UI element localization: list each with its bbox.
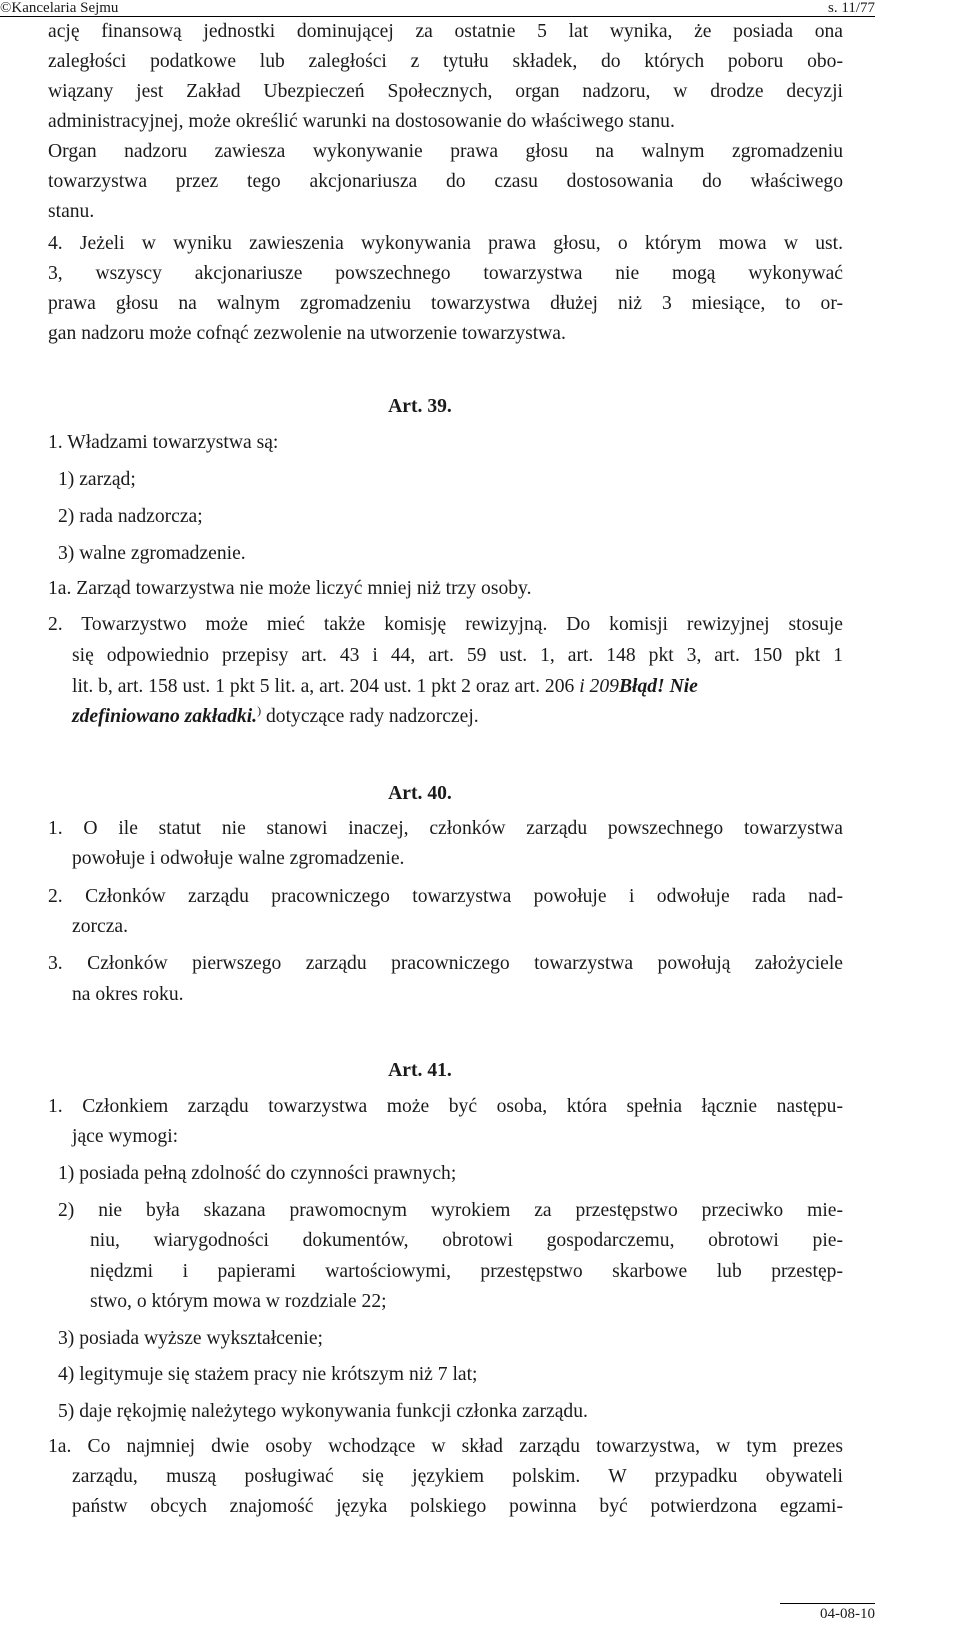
list-item: 3) walne zgromadzenie. — [58, 543, 246, 564]
paragraph: 2. Członków zarządu pracowniczego towarzystwa powołuje i odwołuje rada nad- — [48, 886, 843, 907]
text-line: zaległości podatkowe lub zaległości z tytułu składek, do których poboru obo- — [48, 51, 843, 72]
footer-rule — [780, 1603, 875, 1604]
text-line: stanu. — [48, 201, 95, 222]
paragraph-cont: się odpowiednio przepisy art. 43 i 44, art. 59 ust. 1, art. 148 pkt 3, art. 150 pkt 1 — [72, 645, 843, 666]
paragraph-cont: zarządu, muszą posługiwać się językiem polskim. W przypadku obywateli — [72, 1466, 843, 1487]
header-page-number: s. 11/77 — [828, 0, 875, 16]
header-copyright: ©Kancelaria Sejmu — [0, 0, 119, 16]
list-item: 5) daje rękojmię należytego wykonywania funkcji członka zarządu. — [58, 1401, 588, 1422]
error-bookmark-text: zdefiniowano zakładki. — [72, 706, 258, 727]
list-item: 1) posiada pełną zdolność do czynności prawnych; — [58, 1163, 457, 1184]
list-item: 2) rada nadzorcza; — [58, 506, 203, 527]
text-line: wiązany jest Zakład Ubezpieczeń Społecznych, organ nadzoru, w drodze decyzji — [48, 81, 843, 102]
list-item: 3) posiada wyższe wykształcenie; — [58, 1328, 323, 1349]
paragraph-cont: na okres roku. — [72, 984, 184, 1005]
paragraph: 1. Władzami towarzystwa są: — [48, 432, 279, 453]
text-span: dotyczące rady nadzorczej. — [261, 706, 479, 727]
paragraph: 3. Członków pierwszego zarządu pracowniczego towarzystwa powołują założyciele — [48, 953, 843, 974]
text-line: 4. Jeżeli w wyniku zawieszenia wykonywania prawa głosu, o którym mowa w ust. — [48, 233, 843, 254]
text-line: ację finansową jednostki dominującej za ostatnie 5 lat wynika, że posiada ona — [48, 21, 843, 42]
text-line: towarzystwa przez tego akcjonariusza do czasu dostosowania do właściwego — [48, 171, 843, 192]
paragraph-cont: zorcza. — [72, 916, 129, 937]
paragraph-cont — [72, 703, 843, 731]
list-item: 1) zarząd; — [58, 469, 136, 490]
list-item: 4) legitymuje się stażem pracy nie krótszym niż 7 lat; — [58, 1364, 478, 1385]
text-line: prawa głosu na walnym zgromadzeniu towarzystwa dłużej niż 3 miesiące, to or- — [48, 293, 843, 314]
article-title: Art. 39. — [388, 396, 452, 417]
error-bookmark-text: Błąd! Nie — [618, 676, 698, 697]
text-line: Organ nadzoru zawiesza wykonywanie prawa głosu na walnym zgromadzeniu — [48, 141, 843, 162]
header-rule — [0, 16, 875, 17]
text-line: administracyjnej, może określić warunki na dostosowanie do właściwego stanu. — [48, 111, 675, 132]
list-item-cont: stwo, o którym mowa w rozdziale 22; — [90, 1291, 387, 1312]
paragraph-cont: jące wymogi: — [72, 1126, 179, 1147]
list-item: 2) nie była skazana prawomocnym wyrokiem za przestępstwo przeciwko mie- — [58, 1200, 843, 1221]
text-span: lit. b, art. 158 ust. 1 pkt 5 lit. a, art. 204 ust. 1 pkt 2 oraz art. 206 — [72, 676, 580, 697]
list-item-cont: niu, wiarygodności dokumentów, obrotowi gospodarczemu, obrotowi pie- — [90, 1230, 843, 1251]
paragraph: 2. Towarzystwo może mieć także komisję rewizyjną. Do komisji rewizyjnej stosuje — [48, 614, 843, 635]
footer-date: 04-08-10 — [820, 1606, 875, 1622]
text-line: 3, wszyscy akcjonariusze powszechnego towarzystwa nie mogą wykonywać — [48, 263, 843, 284]
footnote-mark: ) — [257, 703, 262, 718]
article-title: Art. 41. — [388, 1060, 452, 1081]
paragraph-cont — [72, 673, 843, 701]
paragraph: 1. Członkiem zarządu towarzystwa może być osoba, która spełnia łącznie następu- — [48, 1096, 843, 1117]
list-item-cont: niędzmi i papierami wartościowymi, przestępstwo skarbowe lub przestęp- — [90, 1261, 843, 1282]
paragraph-cont: państw obcych znajomość języka polskiego powinna być potwierdzona egzami- — [72, 1496, 843, 1517]
paragraph: 1a. Zarząd towarzystwa nie może liczyć mniej niż trzy osoby. — [48, 578, 532, 599]
italic-ref: i 209 — [579, 676, 619, 697]
text-line: gan nadzoru może cofnąć zezwolenie na utworzenie towarzystwa. — [48, 323, 566, 344]
paragraph-cont: powołuje i odwołuje walne zgromadzenie. — [72, 848, 405, 869]
paragraph: 1a. Co najmniej dwie osoby wchodzące w skład zarządu towarzystwa, w tym prezes — [48, 1436, 843, 1457]
article-title: Art. 40. — [388, 783, 452, 804]
paragraph: 1. O ile statut nie stanowi inaczej, członków zarządu powszechnego towarzystwa — [48, 818, 843, 839]
